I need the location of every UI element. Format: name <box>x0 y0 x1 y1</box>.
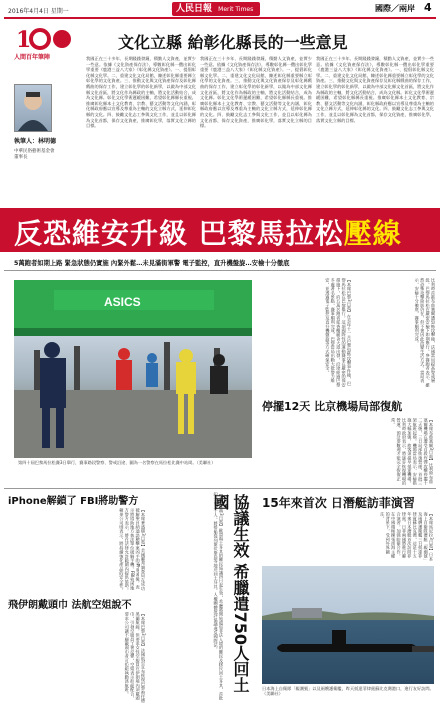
author-photo <box>14 84 52 132</box>
article-title: 文化立縣 紿彰化縣長的一些意見 <box>118 33 348 52</box>
france-body: 【本報巴黎3日電】法國航空宣布恢復巴黎飛往德黑蘭航線，但要求女性空服員在伊朗境內須戴頭巾，引發空服員工會反彈，空姐表示拒絕配合，要求公司讓不願戴頭巾者可拒絕執勤該航班。 <box>124 612 146 703</box>
france-headline: 飛伊朗戴頭巾 法航空姐說不 <box>8 600 132 611</box>
section-title: 國際／兩岸 <box>375 4 415 13</box>
logo-caption: 人間百年筆陣 <box>14 54 51 61</box>
submarine-photo <box>262 566 434 684</box>
brussels-headline: 停擺12天 比京機場局部復航 <box>262 400 403 413</box>
page-number: 4 <box>424 1 432 14</box>
japan-headline: 15年來首次 日潛艇訪菲演習 <box>262 496 415 510</box>
marathon-caption: 第四十屆巴黎馬拉松賽3日舉行，賽事路段警察、警戒沿途、圖為一名警察在馬拉松比賽中站崗。（美聯社） <box>18 460 216 465</box>
author-bio: 中華民俗藝術基金會董事長 <box>14 149 55 160</box>
article-body-col2: 我國正在三十多年、長期踐踐發鐘，積勤人文資產，並實少一些意。依據《文化資產保存法》，導數彰化縣一攬出彰化學重要《鹿港三益八大家》《彰化縣文化資產》。一、提倡彰化縣文化學。二、重建文化文化局館，陳述彰化縣重要縣立彰化學的文化資產。三、推動文化與文化資產保存及彰化縣戲曲的保存工作，建立彰化學的彰化新學，以做為中部文化縣文化首區，將文化作為縣政的主軸，將文化活動結合，成為文化縣。彰化文化學術遲緩困難，希望彰化縣縣長重視。推廣彰化縣本土文化教育、宗教、藝文活動等文化內涵，彰化縣政府應以宣導及尊重為主軸的文化立縣方式，延伸彰化縣的文化。四、鼓勵文化志工參與文化工作，並且以彰化縣為文化首都，保存文化資產，推廣彰化學，落實文化立縣的目標。 <box>200 56 312 129</box>
svg-text:ASICS: ASICS <box>104 295 141 309</box>
author-name: 執筆人：林明德 <box>14 138 57 145</box>
banner-headline-highlight: 壓線 <box>343 217 402 250</box>
banner-headline-text: 反恐維安升級 巴黎馬拉松 <box>14 217 344 250</box>
mid-rule <box>4 488 436 489</box>
article-body-col1: 我國正在三十多年、長期踐踐發鐘，積勤人文資產，並實少一些意。依據《文化資產保存法》，導數彰化縣一攬出彰化學重要《鹿港三益八大家》《彰化縣文化資產》。一、提倡彰化縣文化學。二、重建文化文化局館，陳述彰化縣重要縣立彰化學的文化資產。三、推動文化與文化資產保存及彰化縣戲曲的保存工作，建立彰化學的彰化新學，以做為中部文化縣文化首區，將文化作為縣政的主軸，將文化活動結合，成為文化縣。彰化文化學術遲緩困難，希望彰化縣縣長重視。推廣彰化縣本土文化教育、宗教、藝文活動等文化內涵，彰化縣政府應以宣導及尊重為主軸的文化立縣方式，延伸彰化縣的文化。四、鼓勵文化志工參與文化工作，並且以彰化縣為文化首都，保存文化資產，推廣彰化學，落實文化立縣的目標。 <box>86 56 196 129</box>
person-icon <box>15 85 51 131</box>
japan-caption: 日本海上自衛隊「親潮號」以及兩艘護衛艦，昨天抵達菲律賓蘇比克灣港口，進行友好訪問。（美聯社） <box>262 686 434 697</box>
masthead-logo <box>172 2 260 16</box>
iphone-headline: iPhone解鎖了 FBI將助警方 <box>8 496 139 507</box>
centennial-logo-icon <box>14 26 76 53</box>
marathon-body: 【本報巴黎3日電】在去年十一月巴黎恐怖攻擊事件後，巴黎馬拉松在巴黎舉行，這項國際性的運動賽事在嚴密的保安措施下，約五萬名跑者從香榭麗舍大道出發，沿途經過巴黎多處著名景點，賽事順利完成。巴黎當局出動大批警力維安，並透過電子監控及直升機盤旋等方式確保安全。 <box>325 278 352 387</box>
date-line: 2016年4月4日 星期一 <box>8 8 69 15</box>
banner-subhead: 5萬跑者如期上路 緊急狀態仍實施 內緊外鬆…未見滿街軍警 電子監控，直升機盤旋…安檢十分徹底 <box>14 260 290 267</box>
greece-body: 【本報雅典3日電】歐盟與土耳其的難民協議四日起生效，希臘將開始遣返非法入境的難民及移民回土耳其，首批約七百五十人，將搭船從列斯伏斯島等地送回土耳其。人權團體批評協議違反國際法。 <box>213 492 224 700</box>
header-rule <box>4 17 436 19</box>
greece-headline: 協議生效 希臘遣750人回土國 <box>211 494 250 693</box>
masthead-logo-text: 人民日報 <box>176 4 213 14</box>
japan-body: 【本報馬尼拉3日電】日本海上自衛隊潛艇「親潮號」及兩艘護衛艦三日抵達菲律賓蘇比克灣，這是十五年來日本潛艇首次訪問菲律賓。日菲兩國將進行聯合演習，加強防衛合作，在中國積極擴張南海主權的背景下，受到外界關注。 <box>380 512 434 561</box>
marathon-side-body: 比利時首都布魯塞爾遭恐怖攻擊後，法國當局提高警戒層級，巴黎馬拉松在嚴密安檢下如期舉行。參賽跑者表示，雖然恐怖攻擊陰影仍在，但不會因此改變生活方式。當局表示，安檢十分徹底，賽事順利完成。 <box>414 278 436 387</box>
brussels-body: 【本報布魯塞爾3日電】比利時布魯塞爾機場在遭受自殺炸彈攻擊停擺十二天後，三日局部恢復營運，首批三架航班起飛。機場當局表示，安檢措施大幅加強，旅客須提早抵達機場。比利時政府表示，將逐步恢復機場的營運，預計要數週才能完全恢復正常。 <box>391 418 434 486</box>
subhead-rule <box>4 270 436 271</box>
iphone-body: 【本報華盛頓3日電】美國聯邦調查局在成功破解聖貝納迪諾槍擊案凶手的iPhone後，表示將協助地方執法單位破解手機。FBI致函地方警方表示，將在法律允許範圍內提供協助。蘋果公司則表示，將持續強化產品的安全性。 <box>119 508 146 592</box>
marathon-photo <box>14 280 252 458</box>
article-body-col3: 我國正在三十多年、長期踐踐發鐘，積勤人文資產，並實少一些意。依據《文化資產保存法》，導數彰化縣一攬出彰化學重要《鹿港三益八大家》《彰化縣文化資產》。一、提倡彰化縣文化學。二、重建文化文化局館，陳述彰化縣重要縣立彰化學的文化資產。三、推動文化與文化資產保存及彰化縣戲曲的保存工作，建立彰化學的彰化新學，以做為中部文化縣文化首區，將文化作為縣政的主軸，將文化活動結合，成為文化縣。彰化文化學術遲緩困難，希望彰化縣縣長重視。推廣彰化縣本土文化教育、宗教、藝文活動等文化內涵，彰化縣政府應以宣導及尊重為主軸的文化立縣方式，延伸彰化縣的文化。四、鼓勵文化志工參與文化工作，並且以彰化縣為文化首都，保存文化資產，推廣彰化學，落實文化立縣的目標。 <box>316 56 434 123</box>
banner-headline <box>14 212 402 252</box>
marathon-scene-image <box>14 280 252 458</box>
svg-text:1: 1 <box>16 27 32 53</box>
centennial-logo <box>14 26 76 54</box>
masthead-en: Merit Times <box>218 6 254 13</box>
submarine-image <box>262 566 434 684</box>
